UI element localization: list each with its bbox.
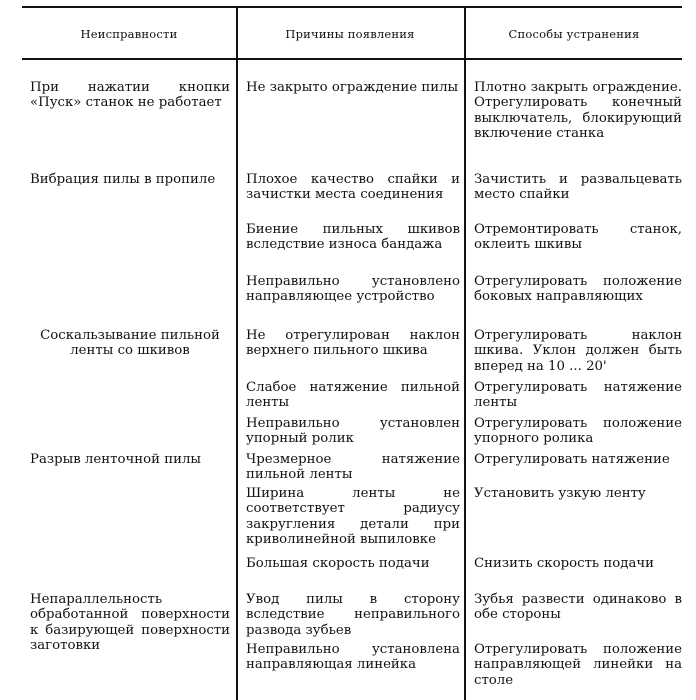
cause-cell: Неправильно установлен упорный ролик — [246, 416, 460, 447]
column-divider-2 — [464, 6, 466, 700]
fault-cell: Соскальзывание пильной ленты со шкивов — [40, 328, 220, 359]
cause-cell: Плохое качество спайки и зачистки места соединения — [246, 172, 460, 203]
column-divider-1 — [236, 6, 238, 700]
cause-cell: Ширина ленты не соответствует радиусу закругления детали при криволинейной выпиловке — [246, 486, 460, 548]
fault-cell: Разрыв ленточной пилы — [30, 452, 201, 467]
cause-cell: Неправильно установлена направляющая линейка — [246, 642, 460, 673]
cause-cell: Не закрыто ограждение пилы — [246, 80, 459, 95]
remedy-cell: Снизить скорость подачи — [474, 556, 655, 571]
header-causes: Причины появления — [285, 27, 415, 41]
cause-cell: Биение пильных шкивов вследствие износа бандажа — [246, 222, 460, 253]
fault-cell: Непараллельность обработанной поверхности к базирующей поверхности заготовки — [30, 592, 230, 654]
header-bottom-rule — [22, 58, 682, 60]
remedy-cell: Отрегулировать наклон шкива. Уклон должен быть вперед на 10 ... 20' — [474, 328, 682, 374]
header-faults: Неисправности — [80, 27, 178, 41]
remedy-cell: Плотно закрыть ограждение. Отрегулировать конечный выключатель, блокирующий включение станка — [474, 80, 682, 142]
remedy-cell: Отрегулировать положение направляющей линейки на столе — [474, 642, 682, 688]
remedy-cell: Отрегулировать натяжение ленты — [474, 380, 682, 411]
cause-cell: Увод пилы в сторону вследствие неправильного развода зубьев — [246, 592, 460, 638]
fault-cell: При нажатии кнопки «Пуск» станок не работает — [30, 80, 230, 111]
cause-cell: Неправильно установлено направляющее устройство — [246, 274, 460, 305]
table-top-rule — [22, 6, 682, 8]
fault-cell: Вибрация пилы в пропиле — [30, 172, 216, 187]
remedy-cell: Отремонтировать станок, оклеить шкивы — [474, 222, 682, 253]
remedy-cell: Установить узкую ленту — [474, 486, 646, 501]
remedy-cell: Зачистить и развальцевать место спайки — [474, 172, 682, 203]
remedy-cell: Отрегулировать положение боковых направляющих — [474, 274, 682, 305]
remedy-cell: Отрегулировать положение упорного ролика — [474, 416, 682, 447]
remedy-cell: Отрегулировать натяжение — [474, 452, 670, 467]
cause-cell: Не отрегулирован наклон верхнего пильного шкива — [246, 328, 460, 359]
remedy-cell: Зубья развести одинаково в обе стороны — [474, 592, 682, 623]
cause-cell: Большая скорость подачи — [246, 556, 430, 571]
cause-cell: Чрезмерное натяжение пильной ленты — [246, 452, 460, 483]
header-remedies: Способы устранения — [508, 27, 640, 41]
cause-cell: Слабое натяжение пильной ленты — [246, 380, 460, 411]
